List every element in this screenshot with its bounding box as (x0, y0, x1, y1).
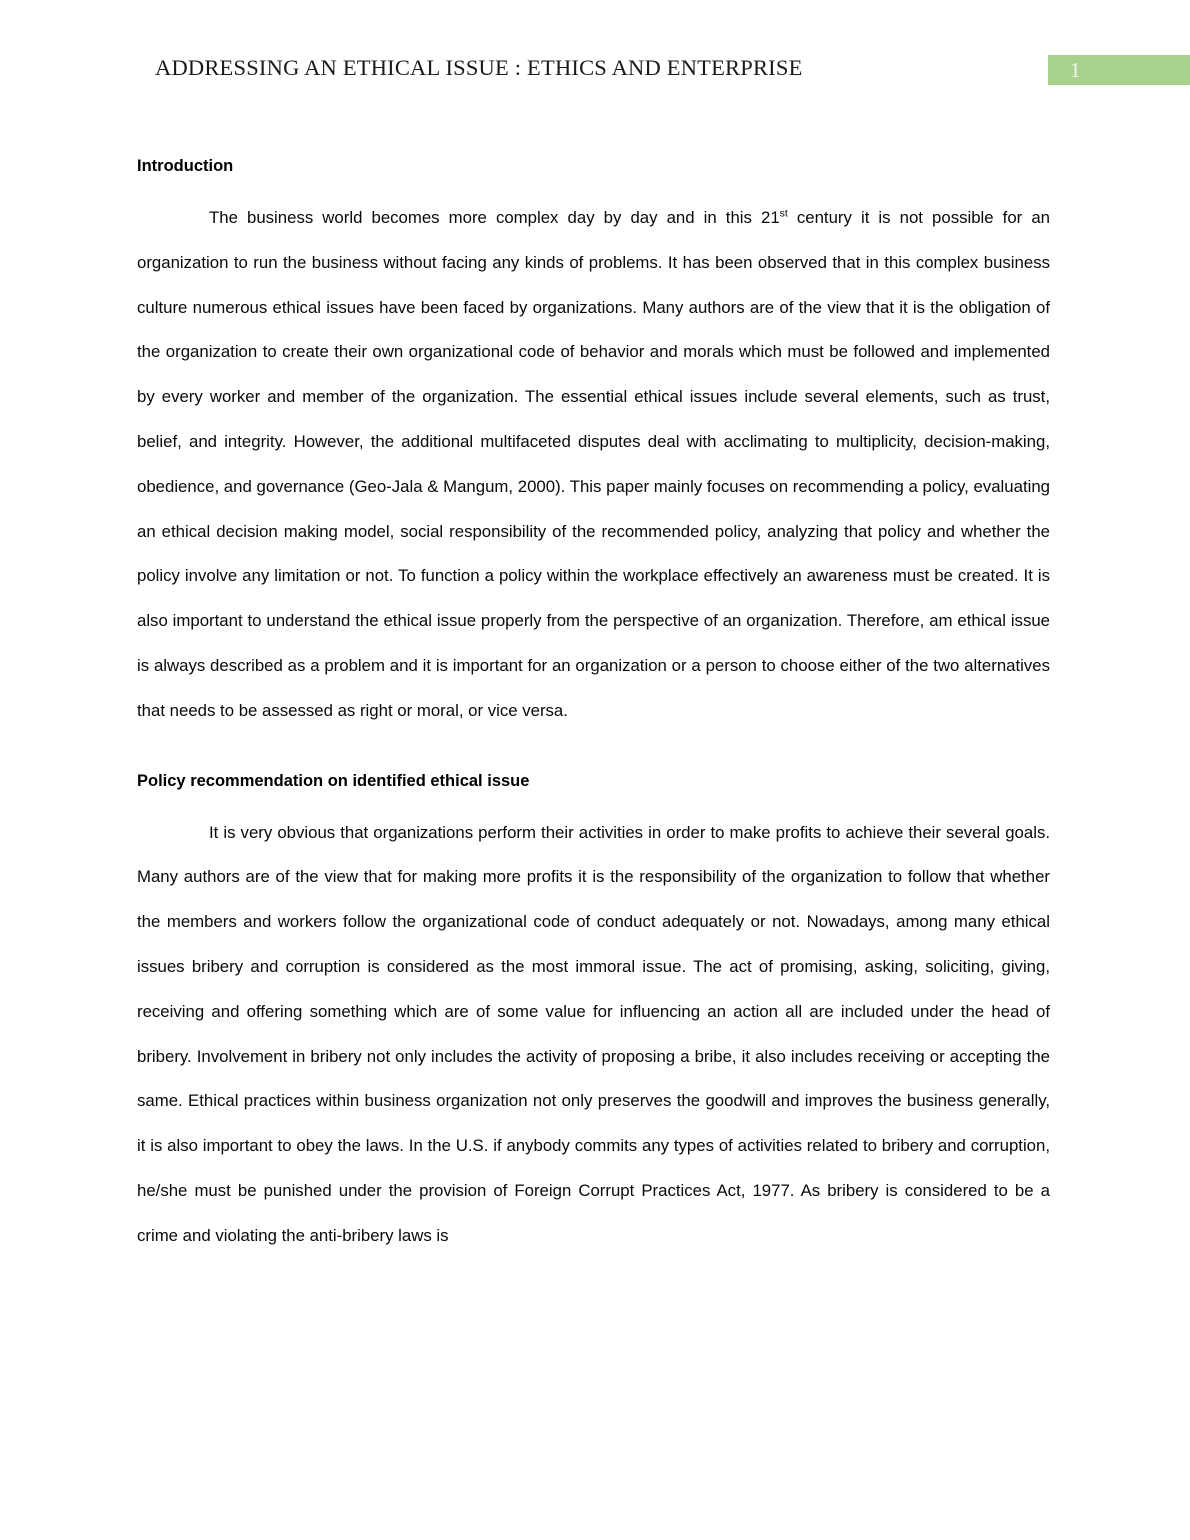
page-number-highlight (1048, 55, 1190, 85)
ordinal-suffix-st: st (779, 208, 788, 220)
paragraph-introduction (137, 196, 1050, 734)
paragraph-introduction-text-part-1: The business world becomes more complex day by day and in this 21 (209, 208, 780, 227)
running-header-title: ADDRESSING AN ETHICAL ISSUE : ETHICS AND ENTERPRISE (155, 55, 803, 80)
paragraph-policy-recommendation: It is very obvious that organizations perform their activities in order to make profits to achieve their several goals. Many authors are of the view that for making more profits it is the responsibility of the organization to follow that whether the members and workers follow the organizational code of conduct adequately or not. Nowadays, among many ethical issues bribery and corruption is considered as the most immoral issue. The act of promising, asking, soliciting, giving, receiving and offering something which are of some value for influencing an action all are included under the head of bribery. Involvement in bribery not only includes the activity of proposing a bribe, it also includes receiving or accepting the same. Ethical practices within business organization not only preserves the goodwill and improves the business generally, it is also important to obey the laws. In the U.S. if anybody commits any types of activities related to bribery and corruption, he/she must be punished under the provision of Foreign Corrupt Practices Act, 1977. As bribery is considered to be a crime and violating the anti-bribery laws is (137, 822, 1050, 1245)
spacer (137, 795, 1050, 811)
spacer (137, 180, 1050, 196)
paragraph-introduction-text-part-2: century it is not possible for an organization to run the business without facing any kinds of problems. It has been observed that in this complex business culture numerous ethical issues have been faced by organizations. Many authors are of the view that it is the obligation of the organization to create their own organizational code of behavior and morals which must be followed and implemented by every worker and member of the organization. The essential ethical issues include several elements, such as trust, belief, and integrity. However, the additional multifaceted disputes deal with acclimating to multiplicity, decision-making, obedience, and governance (Geo-Jala & Mangum, 2000). This paper mainly focuses on recommending a policy, evaluating an ethical decision making model, social responsibility of the recommended policy, analyzing that policy and whether the policy involve any limitation or not. To function a policy within the workplace effectively an awareness must be created. It is also important to understand the ethical issue properly from the perspective of an organization. Therefore, am ethical issue is always described as a problem and it is important for an organization or a person to choose either of the two alternatives that needs to be assessed as right or moral, or vice versa. (137, 208, 1051, 720)
spacer (137, 734, 1050, 767)
heading-introduction: Introduction (137, 157, 234, 175)
page-number: 1 (1070, 58, 1081, 82)
heading-policy-recommendation: Policy recommendation on identified ethical issue (137, 771, 530, 790)
document-body (137, 152, 1050, 1259)
page-header (0, 0, 1190, 110)
